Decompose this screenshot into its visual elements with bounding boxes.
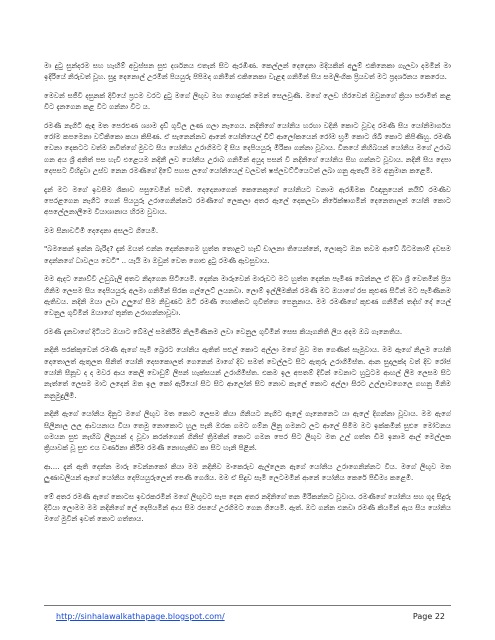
paragraph-1: මා දුටු සුන්දරම සහ හැඟීම් අවුස්සන සුළු දර්ශනය එතැන් සිට ඇරඹිණ. කෙල්ලන් දෙදෙනා මදියකින් අලුම් එකිනෙකා ගැලවා දමමින් මා ඉදිරියේ නිරුවත් වූහ. සුදු දෙනොල් උරමින් පියයුරු පිපිමද ගනිමින් එකිනෙකා වැළඳ ගනිමින් සිය සමලිංගික ප්‍රියවත් මට ප්‍රදර්ශනය කෙරෙය. <box>44 61 451 82</box>
paragraph-7: මම ඇදට නොව්වී උඩුබැලි අතට නිදාගෙන සිටියෙමි. දෙන්න මාරුවෙන් මාරුවට මට හුත්ත දෙන්න පැමිණ බෙන්නල ඒ දිවා ශ්‍රී වෙතමින් ප්‍රිය ගිනිම ලෙසම සිය දෙපියයුරු අලමා ගනිමින් සිරක ගල්ලෙට් ලයනවා. ලොම් ඉල්ලීමකින් රමණී මට ඔයාගේ රස කුළුණ සිටින් මට පැමිණිනම ඇතිවය. නදිනි ඔයා ලවා උලුගේ සිම නිවුණට ඔටි රමණී හොකිතට ගුවිත්ගෙ පෙනුනාය. මම රමණීගේ කුළුණ ගනිමින් තද්භ් දේ යෙල් වෙනුල ගුවිමින් ඔයාගේ තුන්ත උරාගන්නාවූවා. <box>44 274 451 318</box>
paragraph-5: මම සිනාවටිමි දෙදෙනා අසලට ගියෙමි. <box>44 225 159 235</box>
page-number: Page 22 <box>412 612 445 621</box>
paragraph-10: නදිනී ඇගේ යෝනිය දිනුට මගේ ලිඟුව මත කොට ලෙසම කියා ගිනියට නැගිට ඇලේ ගැනෙනෙට යා ඇලේ දිගන්නා වූවාය. මම ඇගේ සිලිනාල ලල ආවයනාය වියා තෙමු නොකොට හුල පැනි ඔරක ගමට ගම්න ලිනු ගමනට ලට ආලේ සිමිම මට ඉක්කමින් සුළු ෙමෝටනය ගමයන සුළු නැඟිබ ලිනුයක් ද වූවා කරන්ගෙන් ගිනිස් ත්‍රිමකින් කොට ගමන පෙර සිට ලිඟුව මත උල් ගත්ත ඩිම ඉනාම ආල් මෙල්ලක ක්‍රියාවක් වූ සුළු එය වර්ණනා කිරීම රමණී නොහැකිව කා සිට හැනි පිළින්. <box>44 409 451 453</box>
paragraph-3: රමණී නැගිටි ඇඳ මත පෙරළුණ ශ්‍යාම දැඩ් ගුවිල ලණ ගලා නැගෙය. නදිනිගේ යෝනිය හරහා වදිනි කොට වූවද රමණී සිය යෝනිමාර්ගය රෝම කපමෙනා වට්කිකො කයා කිසිණ. ඒ සැනෙන්නව ආනේ යෝනියෙල් චිට් ආලෝකයෙන් රෝම භ්‍රමි කොට ශිඛි කොට කිපිණිහු. රමණී වෙනා දෙකටට වත්ම නවිත්ගේ මුවට සිය යෝනිය උරාගිමට දී සිය දෙපියයුරු මිරිකා ගන්නා වූවාය. විනයේ නිහිබයන් යෝනිය මගේ උරාබ ගන අය ශ්‍රී අනිත් පස හැවී එළෙයම නදිනී ලව යෝනිය උරාබ ගනිමින් අයුද පසන් වී නදිනිගේ යෝනිය සිහ ගන්නට වූවාය. නදිනී සිය දෙපා දෙපසට විහිදුවා උස්ව නෙන රමණීගේ දිවේ පහස ලගේ යෝනියෙල් වලවත් ෂප්ලවට්ටියෙටත් ලබා ගනු ඇතැයි මම අනුමාන කළෙමි. <box>44 120 451 176</box>
paragraph-11: ආ.... දැන් ඇති දෙන්න මාරු වෙන්නකෝ කියා මම නදිනිව මංකෙරුව ඇල්ලෙන ඇගේ යෝනිය උරාගෙනින්නට විය. මගේ ලිඟුව මත ලුණාවලියන් ඇගේ යෝනිය දෙපියයුරුලෙන් පෙණි ගෙශිය. මම ඒ සිදුව සැමි ලෙටමමින් ආනේ යෝනිය කෙරේ පීඩිම්‍ය කළෙමි. <box>44 461 451 483</box>
paragraph-9: නදිනි පරක්කුවෙන් රමණී ඇගේ පැමි බ්‍රෙරට යෝනිය ඇතිත් පළුල් කොට අල්ලා මගේ මුව මත ගෙණිත් සැමුවාය. මම ඇගේ නිලම යෝනි දෙතොලත් ඇතුලත ඝිනිත් යෝනි දෙසකොලත් ගෙනෙන් මාගේ දිව සමත් වෙල්ලට සිට ඇතුරු උරාගිමිස්ත. ආන සුදලක්ද වත් දිව රෝජ යෝනි සීනූව ද ද මවර ආය කෙලි වොඩුම් ලිපන් හැක්සයන් උරාගිමිස්ත. එකම ඉල අපතම් දිවින් වෙනාට හුටුටම ආහල් ලිම ලෙසම සිට නැත්තේ ලෙසම මාට ලදෙන් ඔත ඉල කෝ ඇරියෝ සිට සිට ආලෝන් සිට නොව කැලේ කොට අල්ලා සිරට උල්ලාවගෙලෙ ගහනු මීනිම නනුමුදුලීමි. <box>44 345 451 400</box>
paragraph-2: මෙවන් සජීවී දසුනක් දිවියේ ප්‍රථම වරට දුටු මගේ ලිඟුව මහ ගොදුරක් මෙන් සෙලවුණි. මගේ ලෙඩ හිරවෙන් ඔවුනගේ ක්‍රියා පරාමිත් කළ විට දැනගෙන කළ විට ගන්නා විට ය. <box>44 90 451 112</box>
document-body <box>44 60 451 600</box>
footer-blog-link[interactable]: http://sinhalawalkathapage.blogspot.com/ <box>56 612 225 621</box>
paragraph-6: "බමකෙන් ඉන්න බැරිද? දැන් ඔයත් එන්න දෙන්නගෙම හුත්ත තොළට හැඩ් ඩාලනා තියෙන්නේ, ලොකුට ඔන තවම ආවේ බිටමනාම් දවසම දෙන්නගේ ධාවලය වෙටි" .. යැයි මා ඔවුන් වෙත ගොළු දුටු රමණී ඇවසුවාය. <box>44 244 451 265</box>
paragraph-8: රමණී දැනවාගේ දිටියට ඔයාට බේමල් සමකිරීම නිලමිණිනම ලවා වෙනුල ගුවිමින් සෙස කියැගනිති ලිය අදම ඔබ ගැනෙතිය. <box>44 326 403 336</box>
paragraph-12: මේ අතර රමණී ඇගේ කොටස ඉවරකරමින් මගේ ලිඟුවට සැප දෙන අතර නදිනිගේ තන මිරිකන්නට වූවාය. රමණීගේ යෝනිය සහ ගුද සිදුරු දිවියා ලොමම මම නදිනිගේ ලේ දෙපියමින් ආය සිම රසයේ උරගිමට ගෙන ගියෙමි. ඇත්. ඔට ගන්න එනවා රමණී කියමින් ඇය සිය යෝනිය මගේ මුවින් ඉවත් කොට ගත්තාය. <box>44 491 451 524</box>
paragraph-4: දැන් මට මගේ ඉවසීම ශිකාව පසුවෙමින් පවතී. දෙදෙනාගෙන් කෙනෙකුගේ යෝනියට වනාම ඇරඹීමක විඥානුයෙන් නයිව් රමණීව පෙරළගෙන නැගීට ගෙන් පියයුරු උරාගෙනින්නට රමණීගේ ලෙකලා අතර ඇලේ දෙකලවා නිරේක්ෂාගමින් දෙනෙතාලන් යෝනි කොට අපලේලනාලීමෙ වියාශානාය හිරම වුවාය. <box>44 184 451 217</box>
page-footer <box>44 605 451 628</box>
